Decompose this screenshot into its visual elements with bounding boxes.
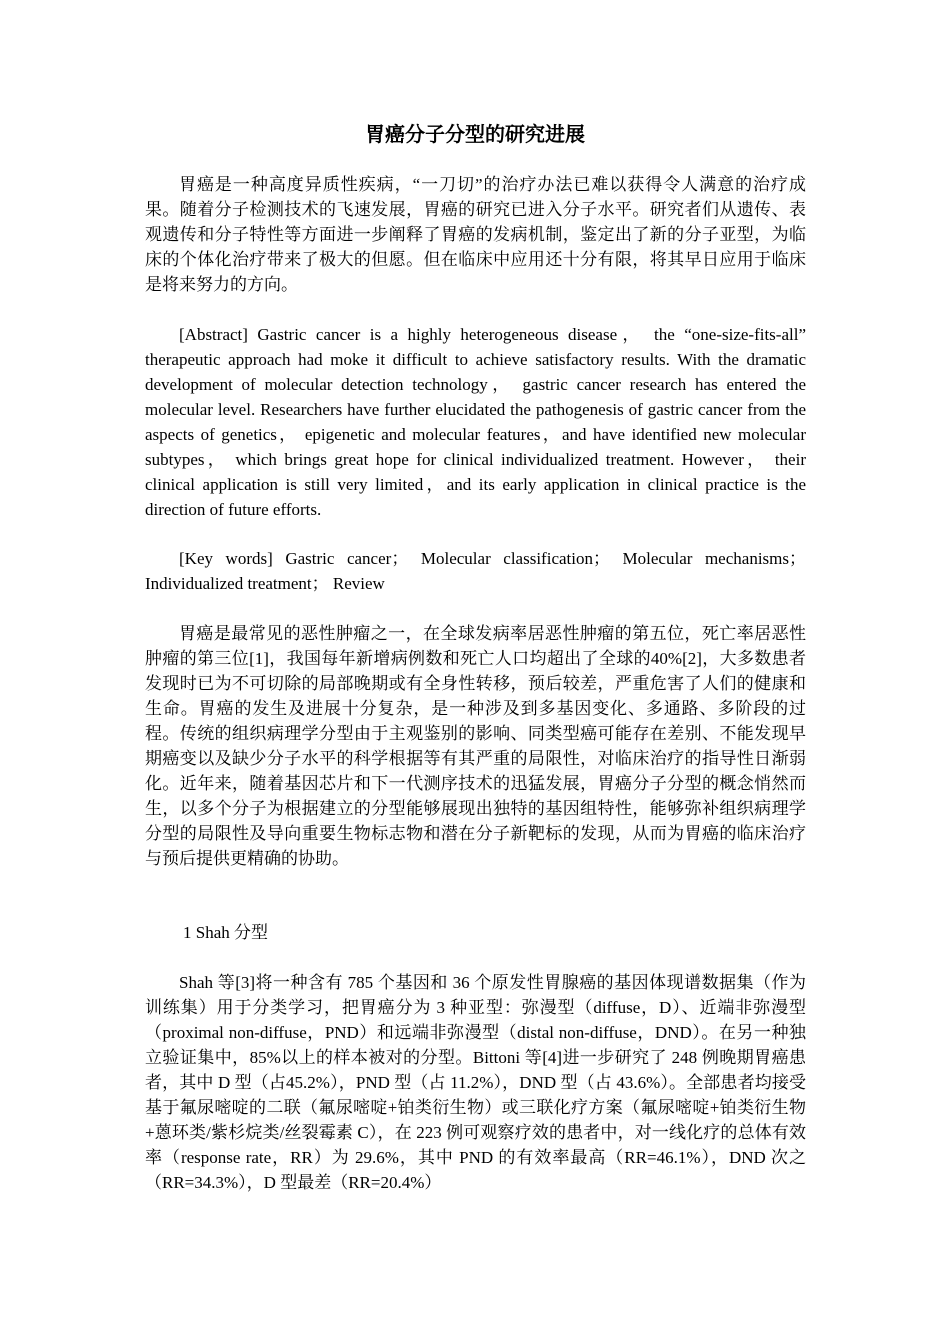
introduction-paragraph: 胃癌是最常见的恶性肿瘤之一，在全球发病率居恶性肿瘤的第五位，死亡率居恶性肿瘤的第三位[1]，我国每年新增病例数和死亡人口均超出了全球的40%[2]，大多数患者发现时已为不可切除的局部晚期或有全身性转移，预后较差，严重危害了人们的健康和生命。胃癌的发生及进展十分复杂，是一种涉及到多基因变化、多通路、多阶段的过程。传统的组织病理学分型由于主观鉴别的影响、同类型癌可能存在差别、不能发现早期癌变以及缺少分子水平的科学根据等有其严重的局限性，对临床治疗的指导性日渐弱化。近年来，随着基因芯片和下一代测序技术的迅猛发展，胃癌分子分型的概念悄然而生，以多个分子为根据建立的分型能够展现出独特的基因组特性，能够弥补组织病理学分型的局限性及导向重要生物标志物和潜在分子新靶标的发现，从而为胃癌的临床治疗与预后提供更精确的协助。: [145, 624, 806, 868]
section-heading-shah: 1 Shah 分型: [183, 923, 268, 942]
abstract-chinese: 胃癌是一种高度异质性疾病，“一刀切”的治疗办法已难以获得令人满意的治疗成果。随着分子检测技术的飞速发展，胃癌的研究已进入分子水平。研究者们从遗传、表观遗传和分子特性等方面进一步阐释了胃癌的发病机制，鉴定出了新的分子亚型，为临床的个体化治疗带来了极大的但愿。但在临床中应用还十分有限，将其早日应用于临床是将来努力的方向。: [145, 175, 806, 294]
section-shah-body: Shah 等[3]将一种含有 785 个基因和 36 个原发性胃腺癌的基因体现谱数据集（作为训练集）用于分类学习，把胃癌分为 3 种亚型：弥漫型（diffuse，D）、近端非弥漫型（proximal non-diffuse，PND）和远端非弥漫型（distal non-diffuse，DND）。在另一种独立验证集中，85%以上的样本被对的分型。Bittoni 等[4]进一步研究了 248 例晚期胃癌患者，其中 D 型（占45.2%），PND 型（占 11.2%），DND 型（占 43.6%）。全部患者均接受基于氟尿嘧啶的二联（氟尿嘧啶+铂类衍生物）或三联化疗方案（氟尿嘧啶+铂类衍生物+蒽环类/紫杉烷类/丝裂霉素 C），在 223 例可观察疗效的患者中，对一线化疗的总体有效率（response rate，RR）为 29.6%，其中 PND 的有效率最高（RR=46.1%），DND 次之（RR=34.3%），D 型最差（RR=20.4%）: [145, 973, 806, 1192]
abstract-english: [Abstract] Gastric cancer is a highly heterogeneous disease， the “one-size-fits-all” therapeutic approach had moke it difficult to achieve satisfactory results. With the dramatic development of molecular detection technology， gastric cancer research has entered the molecular level. Researchers have further elucidated the pathogenesis of gastric cancer from the aspects of genetics， epigenetic and molecular features，and have identified new molecular subtypes， which brings great hope for clinical individualized treatment. However， their clinical application is still very limited，and its early application in clinical practice is the direction of future efforts.: [145, 325, 806, 519]
keywords: [Key words] Gastric cancer； Molecular classification； Molecular mechanisms； Individualized treatment； Review: [145, 549, 806, 593]
page-title: 胃癌分子分型的研究进展: [365, 124, 585, 146]
